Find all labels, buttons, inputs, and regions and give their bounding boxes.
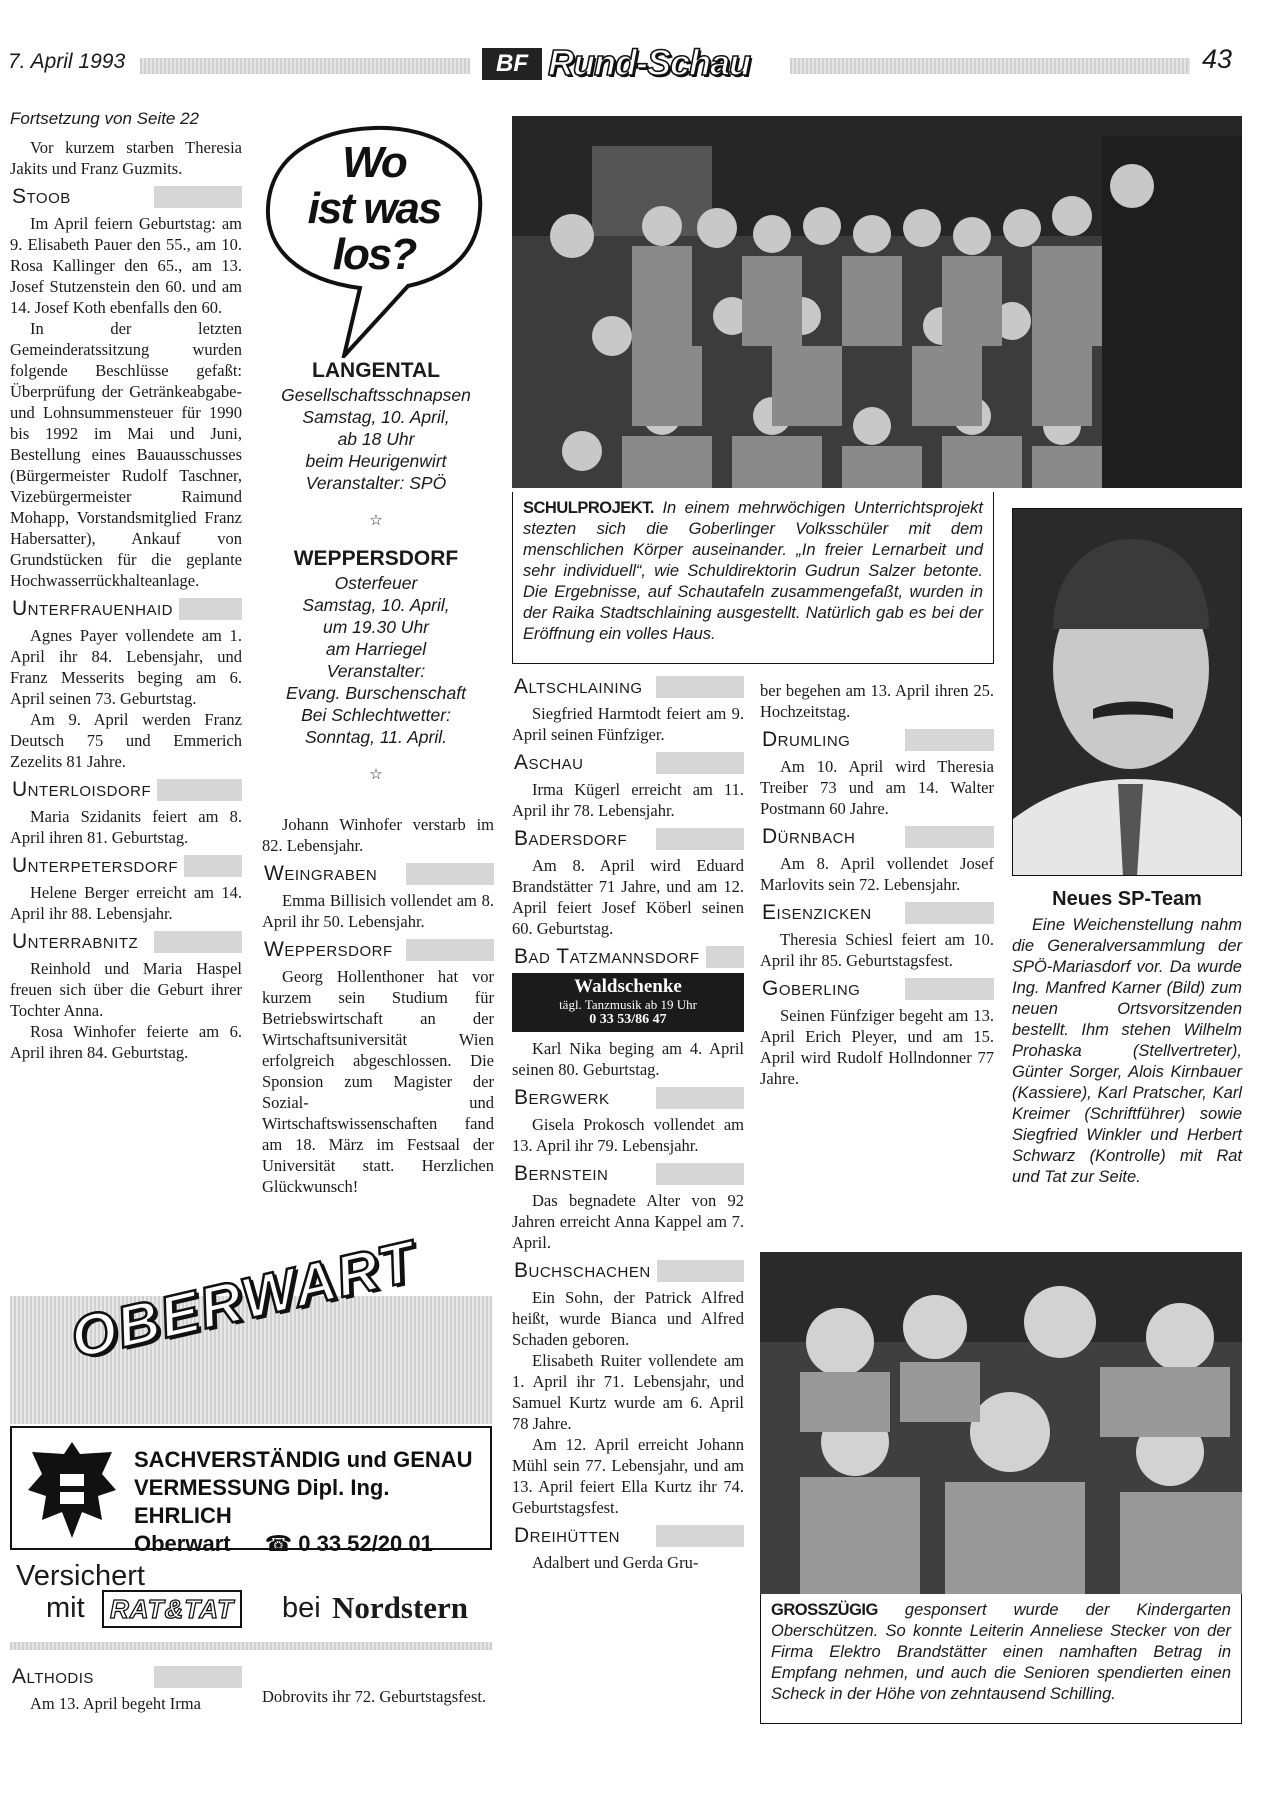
unterrabnitz-p1: Reinhold und Maria Haspel freuen sich über die Geburt ihrer Tochter Anna. — [10, 959, 242, 1020]
section-head-weingraben: Weingraben — [262, 863, 494, 885]
stoob-p2: In der letzten Gemeinderatssitzung wurden folgende Beschlüsse gefaßt: Überprüfung der Getränkeabgabe- und Lohnsummensteuer für 1990 bis 1992 im Mai und Juni, Bestellung eines Bauausschusses (Bürgermeister Rudolf Taschner, Vizebürgermeister Raimund Mohapp, Vorstandsmitglied Franz Habersatter), Ankauf von Grundstücken für die geplante Hochwasserrückhalteanlage. — [10, 319, 242, 590]
event-line: ab 18 Uhr — [337, 429, 415, 449]
section-head-bad-tatzmannsdorf: Bad Tatzmannsdorf — [512, 946, 744, 968]
event-line: Veranstalter: SPÖ — [305, 473, 447, 493]
header-logo: BF — [482, 48, 542, 80]
schulprojekt-caption — [523, 498, 983, 645]
section-head-althodis: Althodis — [10, 1666, 242, 1688]
bergwerk-p1: Gisela Prokosch vollendet am 13. April ihr 79. Lebensjahr. — [512, 1115, 744, 1155]
event-line: Samstag, 10. April, — [302, 407, 450, 427]
badersdorf-p1: Am 8. April wird Eduard Brandstätter 71 Jahre, und am 12. April feiert Josef Köberl seinen 60. Geburtstag. — [512, 856, 744, 938]
ad-waldschenke-title: Waldschenke — [574, 976, 682, 997]
sp-team-text: Eine Weichenstellung nahm die Generalversammlung der SPÖ-Mariasdorf vor. Da wurde Ing. Manfred Karner (Bild) zum neuen Ortsvorsitzenden bestellt. Ihm stehen Wilhelm Prohaska (Stellvertreter), Günter Sorger, Alois Kirnbauer (Kassiere), Karl Pratscher, Karl Kreimer (Schriftführer) sowie Siegfried Winkler und Herbert Schwarz (Kontrolle) mit Rat und Tat zur Seite. — [1012, 916, 1242, 1186]
bubble-line-2: ist was — [307, 184, 441, 233]
portrait-man — [1013, 509, 1242, 876]
event-line: Sonntag, 11. April. — [304, 727, 448, 747]
event-langental-title: LANGENTAL — [312, 359, 440, 382]
stoob-p1: Im April feiern Geburtstag: am 9. Elisabeth Pauer den 55., am 10. Rosa Kallinger den 65., am 13. Josef Stutzenstein den 60. und am 14. Josef Koth ebenfalls den 60. — [10, 214, 242, 317]
althodis-continued — [262, 1686, 494, 1707]
ad-vermessung-line-1: SACHVERSTÄNDIG und GENAU — [134, 1447, 473, 1472]
section-head-duernbach: Dürnbach — [760, 826, 994, 848]
ad-vermessung-phone: ☎ 0 33 52/20 01 — [264, 1531, 433, 1556]
photo-schulprojekt-caption-box — [512, 492, 994, 664]
event-line: am Harriegel — [325, 639, 427, 659]
section-head-drumling: Drumling — [760, 729, 994, 751]
unterloisdorf-p1: Maria Szidanits feiert am 8. April ihren 81. Geburtstag. — [10, 807, 242, 847]
ad-vermessung-line-3 — [134, 1530, 490, 1558]
header-page-number: 43 — [1202, 44, 1233, 74]
section-head-weppersdorf: Weppersdorf — [262, 939, 494, 961]
weppersdorf-p1: Georg Hollenthoner hat vor kurzem sein Studium für Betriebswirtschaft an der Wirtschaftsuniversität Wien erfolgreich abgeschlossen. Die Sponsion zum Magister der Sozial- und Wirtschaftswissenschaften fand am 18. März im Festsaal der Universität statt. Herzlichen Glückwunsch! — [262, 967, 494, 1196]
section-head-badersdorf: Badersdorf — [512, 828, 744, 850]
eisenzicken-p1: Theresia Schiesl feiert am 10. April ihr 85. Geburtstagsfest. — [760, 930, 994, 970]
event-line: Veranstalter: — [326, 661, 426, 681]
ad-nordstern-brand-logo: RAT&TAT — [102, 1590, 242, 1628]
duernbach-p1: Am 8. April vollendet Josef Marlovits sein 72. Lebensjahr. — [760, 854, 994, 894]
column-1 — [10, 108, 242, 1063]
event-line: um 19.30 Uhr — [322, 617, 430, 637]
photo-children-group — [512, 116, 1242, 488]
buchschachen-p1: Ein Sohn, der Patrick Alfred heißt, wurde Bianca und Alfred Schaden geboren. — [512, 1288, 744, 1349]
section-head-aschau: Aschau — [512, 752, 744, 774]
section-head-bernstein: Bernstein — [512, 1163, 744, 1185]
event-line: Bei Schlechtwetter: — [301, 705, 451, 725]
section-head-eisenzicken: Eisenzicken — [760, 902, 994, 924]
event-line: Osterfeuer — [334, 573, 418, 593]
unterrabnitz-p2: Rosa Winhofer feierte am 6. April ihren 84. Geburtstag. — [10, 1022, 242, 1062]
buchschachen-p3: Am 12. April erreicht Johann Mühl sein 77. Lebensjahr, und am 13. April feiert Ella Kurtz ihr 74. Geburtstagsfest. — [512, 1435, 744, 1517]
ad-vermessung-line-2: VERMESSUNG Dipl. Ing. EHRLICH — [134, 1475, 390, 1528]
event-weppersdorf-title: WEPPERSDORF — [293, 547, 459, 570]
caption-lead: SCHULPROJEKT. — [523, 499, 655, 517]
ad-nordstern-mit: mit — [46, 1592, 85, 1624]
althodis-p1: Am 13. April begeht Irma — [30, 1694, 201, 1713]
photo-kindergarten — [760, 1252, 1242, 1594]
header-date: 7. April 1993 — [8, 50, 126, 73]
section-head-dreihuetten: Dreihütten — [512, 1525, 744, 1547]
star-divider: ☆ — [369, 512, 383, 529]
unterfrauenhaid-p2: Am 9. April werden Franz Deutsch 75 und Emmerich Zezelits 81 Jahre. — [10, 710, 242, 771]
photo-portrait-karner — [1012, 508, 1242, 876]
event-listing — [260, 360, 492, 802]
continuation-note: Fortsetzung von Seite 22 — [10, 109, 200, 128]
header-section-title: Rund-Schau — [548, 42, 750, 83]
ad-nordstern — [10, 1556, 492, 1660]
column-4 — [760, 680, 994, 1089]
kindergarten-caption — [771, 1600, 1231, 1705]
photo-kindergarten-caption-box — [760, 1594, 1242, 1724]
section-head-unterpetersdorf: Unterpetersdorf — [10, 855, 242, 877]
aschau-p1: Irma Kügerl erreicht am 11. April ihr 78. Lebensjahr. — [512, 780, 744, 820]
section-head-altschlaining: Altschlaining — [512, 676, 744, 698]
speech-bubble — [258, 118, 490, 358]
ad-waldschenke-phone: 0 33 53/86 47 — [589, 1012, 667, 1027]
drumling-p1: Am 10. April wird Theresia Treiber 73 und am 14. Walter Postmann 60 Jahre. — [760, 757, 994, 818]
section-head-bergwerk: Bergwerk — [512, 1087, 744, 1109]
event-line: Evang. Burschenschaft — [286, 683, 466, 703]
sp-team-title: Neues SP-Team — [1052, 888, 1202, 910]
ad-vermessung — [10, 1426, 492, 1556]
event-line: Samstag, 10. April, — [302, 595, 450, 615]
ad-nordstern-brand: Nordstern — [332, 1590, 469, 1625]
bubble-line-1: Wo — [342, 138, 406, 187]
eagle-crest-icon — [22, 1434, 122, 1544]
ad-vermessung-text — [134, 1446, 490, 1558]
ad-waldschenke-line: tägl. Tanzmusik ab 19 Uhr — [559, 997, 697, 1012]
dreihuetten-p1: Adalbert und Gerda Gru- — [532, 1553, 699, 1572]
section-head-buchschachen: Buchschachen — [512, 1260, 744, 1282]
bubble-text — [258, 140, 490, 278]
ad-nordstern-versichert: Versichert — [16, 1560, 145, 1592]
header-rule-left — [140, 58, 470, 74]
section-head-unterloisdorf: Unterloisdorf — [10, 779, 242, 801]
unterpetersdorf-p1: Helene Berger erreicht am 14. April ihr 88. Lebensjahr. — [10, 883, 242, 923]
bubble-line-3: los? — [332, 230, 416, 279]
winhofer-paragraph: Johann Winhofer verstarb im 82. Lebensjahr. — [262, 815, 494, 855]
ad-vermessung-town: Oberwart — [134, 1531, 231, 1556]
section-head-unterrabnitz: Unterrabnitz — [10, 931, 242, 953]
photo-schulprojekt — [512, 116, 1242, 488]
badtatzmannsdorf-p1: Karl Nika beging am 4. April seinen 80. Geburtstag. — [512, 1039, 744, 1079]
weingraben-p1: Emma Billisich vollendet am 8. April ihr 50. Lebensjahr. — [262, 891, 494, 931]
bernstein-p1: Das begnadete Alter von 92 Jahren erreicht Anna Kappel am 7. April. — [512, 1191, 744, 1252]
section-head-goberling: Goberling — [760, 978, 994, 1000]
column-2 — [262, 814, 494, 1197]
star-divider: ☆ — [369, 766, 383, 783]
sp-team-article — [1012, 888, 1242, 1188]
althodis-p2: Dobrovits ihr 72. Geburtstagsfest. — [262, 1687, 487, 1706]
goberling-p1: Seinen Fünfziger begeht am 13. April Erich Pleyer, und am 15. April wird Rudolf Hollndonner 77 Jahre. — [760, 1006, 994, 1088]
intro-paragraph: Vor kurzem starben Theresia Jakits und Franz Guzmits. — [10, 138, 242, 178]
caption-text: In einem mehrwöchigen Unterrichtsprojekt stezten sich die Goberlinger Volksschüler mit dem menschlichen Körper auseinander. „In freier Lernarbeit und sehr individuell“, wie Schuldirektorin Gudrun Salzer betonte. Die Ergebnisse, auf Schautafeln zusammengefaßt, wurden in der Raika Stadtschlaining ausgestellt. Natürlich gab es bei der Eröffnung ein volles Haus. — [523, 499, 983, 643]
header-rule-right — [790, 58, 1190, 74]
col4-continuation: ber begehen am 13. April ihren 25. Hochzeitstag. — [760, 681, 994, 721]
event-line: beim Heurigenwirt — [305, 451, 447, 471]
althodis-section — [10, 1666, 242, 1714]
event-line: Gesellschaftsschnapsen — [281, 385, 471, 405]
buchschachen-p2: Elisabeth Ruiter vollendete am 1. April ihr 71. Lebensjahr, und Samuel Kurtz wurde am 6. April 78 Jahre. — [512, 1351, 744, 1433]
column-3 — [512, 676, 744, 1573]
photo-kindergarten-children — [760, 1252, 1242, 1594]
oberwart-banner-area — [10, 1228, 492, 1424]
section-head-stoob: Stoob — [10, 186, 242, 208]
ad-waldschenke — [512, 973, 744, 1032]
caption-text: gesponsert wurde der Kindergarten Oberschützen. So konnte Leiterin Anneliese Stecker von der Firma Elektro Brandstätter einen namhaften Betrag in Empfang nehmen, und auch die Senioren spendierten einen Scheck in der Höhe von zehntausend Schilling. — [771, 1601, 1231, 1703]
oberwart-banner: OBERWART — [64, 1228, 423, 1372]
altschlaining-p1: Siegfried Harmtodt feiert am 9. April seinen Fünfziger. — [512, 704, 744, 744]
page-header — [8, 40, 1240, 86]
unterfrauenhaid-p1: Agnes Payer vollendete am 1. April ihr 84. Lebensjahr, und Franz Messerits beging am 6. April seinen 73. Geburtstag. — [10, 626, 242, 708]
ad-nordstern-bei: bei — [282, 1592, 321, 1624]
section-head-unterfrauenhaid: Unterfrauenhaid — [10, 598, 242, 620]
caption-lead: GROSSZÜGIG — [771, 1601, 878, 1619]
ad-nordstern-rule — [10, 1642, 492, 1650]
